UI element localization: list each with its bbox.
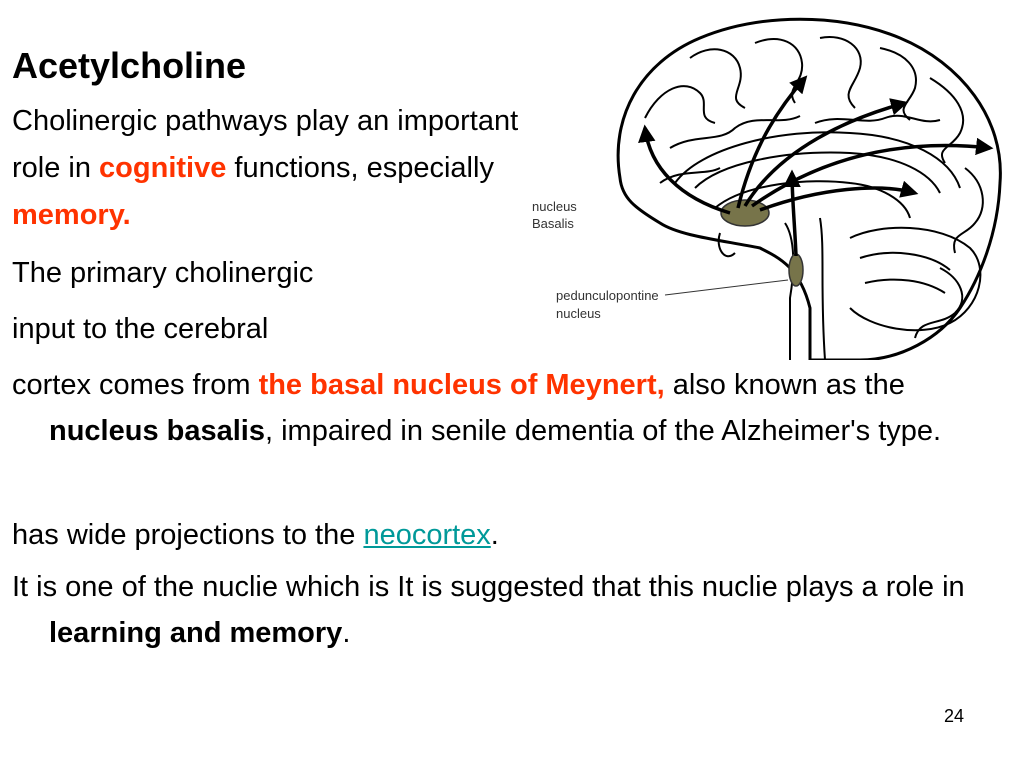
projections-text-2: .	[490, 519, 499, 551]
input-cerebral-line: input to the cerebral	[12, 313, 269, 345]
pedunculopontine-label-line2: nucleus	[556, 306, 601, 321]
intro-text-1: Cholinergic pathways play an important role in	[12, 105, 519, 184]
meynert-text-2: also known as the	[664, 369, 905, 401]
pedunculopontine-shape	[789, 254, 803, 286]
nucleus-basalis-label-line1: nucleus	[532, 199, 577, 214]
brain-diagram	[520, 8, 1020, 360]
cognitive-highlight: cognitive	[99, 152, 227, 184]
pedunculopontine-label-line1: pedunculopontine	[556, 288, 659, 303]
pedunculopontine-pointer	[665, 280, 788, 295]
meynert-paragraph	[12, 362, 1002, 454]
learning-memory-bold: learning and memory	[49, 617, 343, 649]
memory-highlight: memory.	[12, 199, 131, 231]
slide-title: Acetylcholine	[12, 45, 247, 86]
page-number: 24	[943, 706, 964, 726]
nucleus-basalis-bold: nucleus basalis	[49, 415, 265, 447]
neocortex-link[interactable]: neocortex	[363, 519, 491, 551]
learning-memory-paragraph	[12, 564, 1002, 656]
learning-text-2: .	[342, 617, 351, 649]
intro-paragraph	[12, 98, 532, 239]
learning-text-1: It is one of the nuclie which is It is suggested that this nuclie plays a role in	[12, 571, 965, 603]
brain-outline	[618, 19, 1000, 360]
intro-text-2: functions, especially	[226, 152, 494, 184]
meynert-highlight: the basal nucleus of Meynert,	[258, 369, 665, 401]
primary-cholinergic-line: The primary cholinergic	[12, 257, 314, 289]
meynert-text-1: cortex comes from	[12, 369, 259, 401]
meynert-text-3: , impaired in senile dementia of the Alzheimer's type.	[265, 415, 942, 447]
nucleus-basalis-label-line2: Basalis	[532, 216, 574, 231]
projections-text-1: has wide projections to the	[12, 519, 364, 551]
projections-paragraph	[12, 512, 1002, 558]
